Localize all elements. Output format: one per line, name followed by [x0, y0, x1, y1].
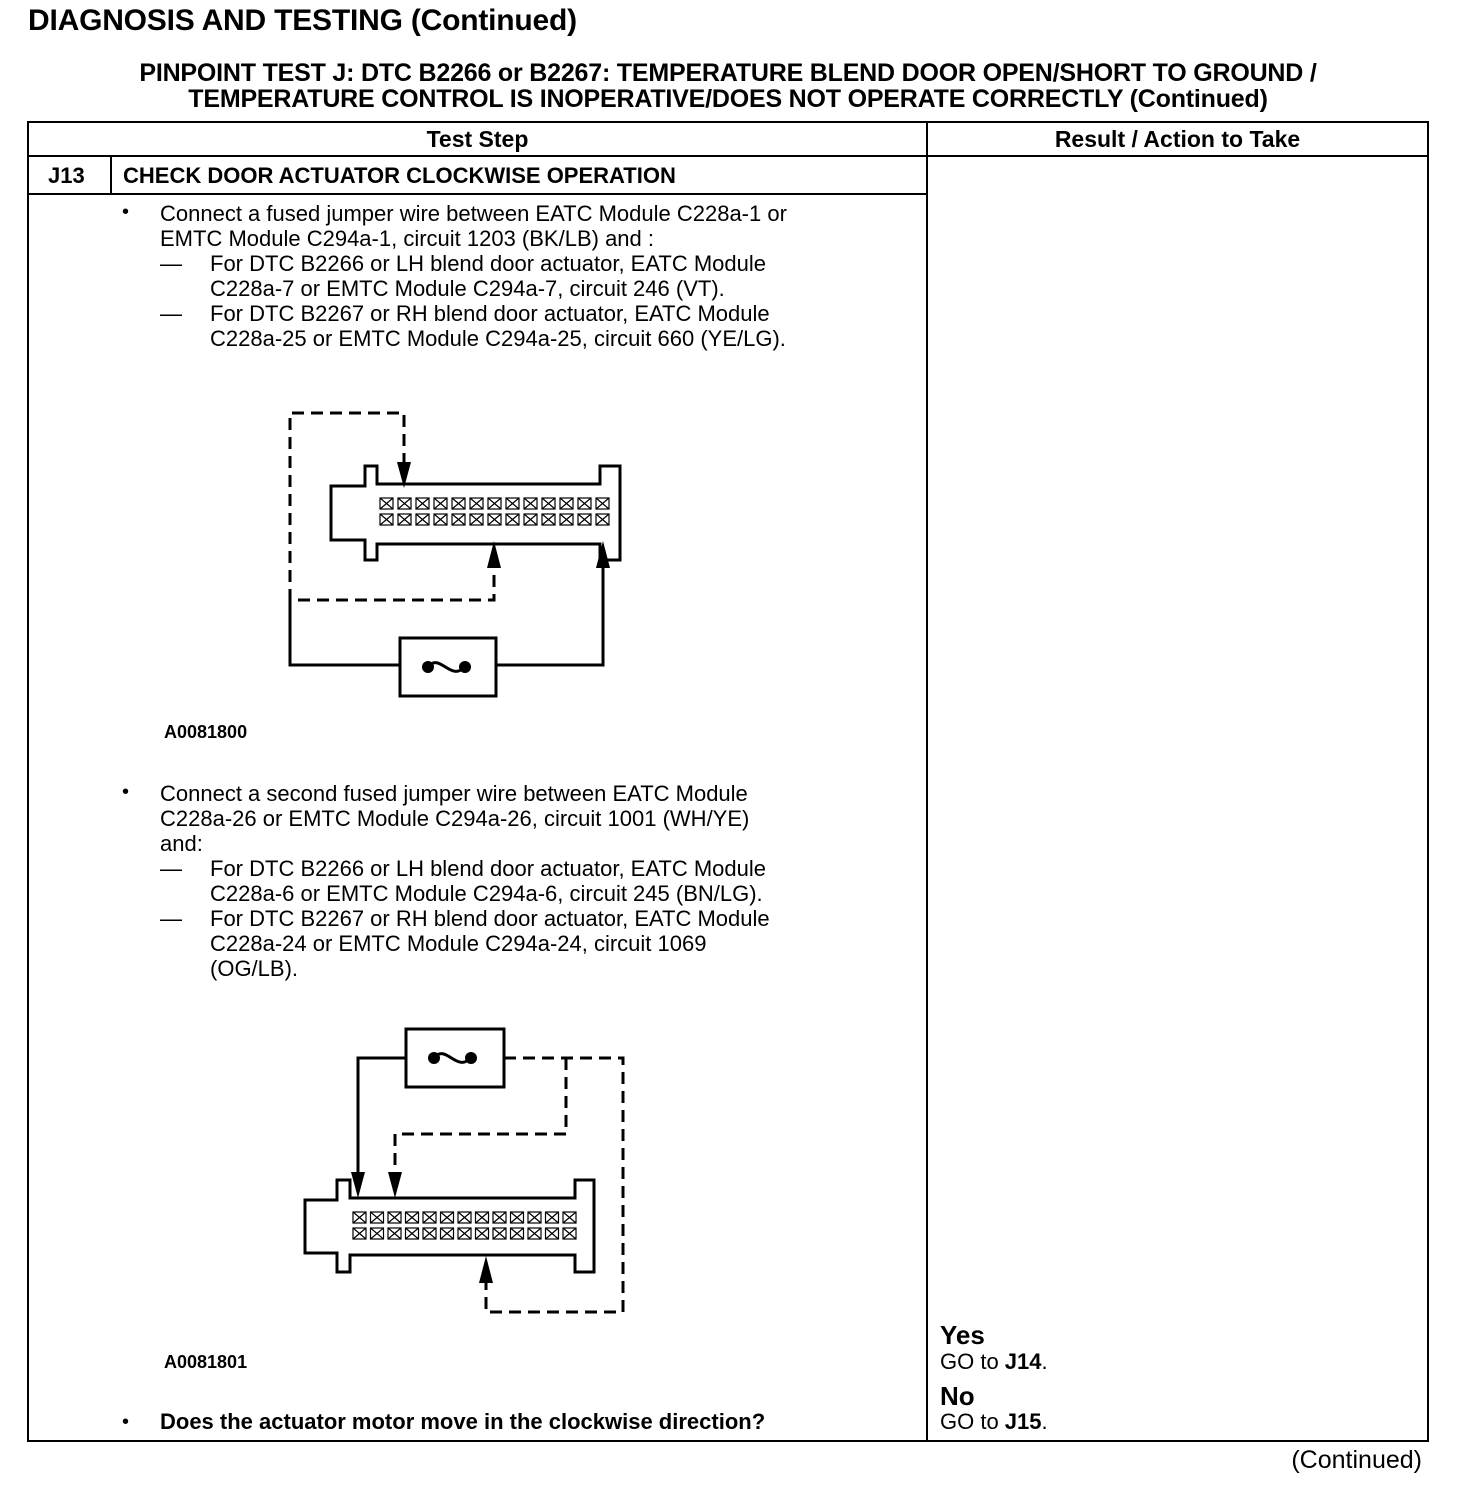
dash-marker: —: [160, 301, 182, 326]
connector-pin-mark: [476, 1212, 489, 1223]
connector-pin-mark: [406, 1212, 419, 1223]
bullet-marker: •: [122, 781, 130, 803]
arrow-head: [479, 1256, 493, 1283]
dashed-jumper-wire: [486, 1058, 623, 1312]
connector-pin-mark: [458, 1228, 471, 1239]
fuse-box: [406, 1029, 504, 1087]
instruction-2b-line-3: (OG/LB).: [210, 956, 299, 981]
arrow-head: [351, 1172, 365, 1198]
connector-pin-mark: [406, 1228, 419, 1239]
instruction-1-line-1: Connect a fused jumper wire between EATC Module C228a-1 or: [160, 201, 787, 226]
connector-pin-mark: [441, 1228, 454, 1239]
connector-pin-mark: [528, 1212, 541, 1223]
instruction-2b-line-1: For DTC B2267 or RH blend door actuator, EATC Module: [210, 906, 770, 931]
column-header-test-step: Test Step: [426, 126, 529, 152]
connector-pin-mark: [546, 1212, 559, 1223]
go-to-prefix: GO to: [940, 1409, 1005, 1434]
instruction-1b-line-2: C228a-25 or EMTC Module C294a-25, circuit 660 (YE/LG).: [210, 326, 786, 351]
dashed-jumper-wire: [395, 1058, 566, 1176]
instruction-2-line-2: C228a-26 or EMTC Module C294a-26, circuit 1001 (WH/YE): [160, 806, 750, 831]
connector-pin-mark: [563, 1228, 576, 1239]
connector-pin-mark: [423, 1228, 436, 1239]
test-question: Does the actuator motor move in the clockwise direction?: [160, 1409, 766, 1434]
bullet-marker: •: [122, 1411, 130, 1433]
go-to-step-link[interactable]: J14: [1004, 1349, 1042, 1374]
instruction-1b-line-1: For DTC B2267 or RH blend door actuator, EATC Module: [210, 301, 770, 326]
punctuation: .: [1041, 1349, 1048, 1374]
continued-note: (Continued): [1291, 1446, 1422, 1474]
arrow-head: [388, 1172, 402, 1198]
result-yes-action: [940, 1349, 1048, 1374]
figure-id-1: A0081800: [164, 722, 248, 742]
connector-pin-mark: [353, 1228, 366, 1239]
instruction-2a-line-1: For DTC B2266 or LH blend door actuator, EATC Module: [210, 856, 766, 881]
instruction-2b-line-2: C228a-24 or EMTC Module C294a-24, circuit 1069: [210, 931, 707, 956]
go-to-step-link[interactable]: J15: [1004, 1409, 1042, 1434]
dash-marker: —: [160, 856, 182, 881]
fused-jumper-wire: [358, 1058, 406, 1176]
figure-id-2: A0081801: [164, 1352, 248, 1372]
instruction-1-line-2: EMTC Module C294a-1, circuit 1203 (BK/LB) and :: [160, 226, 655, 251]
connector-pin-mark: [458, 1212, 471, 1223]
connector-pin-mark: [546, 1228, 559, 1239]
instruction-1a-line-1: For DTC B2266 or LH blend door actuator, EATC Module: [210, 251, 766, 276]
instruction-2a-line-2: C228a-6 or EMTC Module C294a-6, circuit 245 (BN/LG).: [210, 881, 763, 906]
connector-pins: [353, 1212, 576, 1239]
connector-pin-mark: [423, 1212, 436, 1223]
connector-pin-mark: [441, 1212, 454, 1223]
result-yes-label: Yes: [940, 1320, 985, 1350]
connector-pin-mark: [493, 1212, 506, 1223]
connector-pin-mark: [371, 1212, 384, 1223]
step-id: J13: [48, 163, 85, 188]
pinpoint-test-title-line-1: PINPOINT TEST J: DTC B2266 or B2267: TEMPERATURE BLEND DOOR OPEN/SHORT TO GROUND /: [139, 59, 1317, 87]
connector-pin-mark: [528, 1228, 541, 1239]
step-title: CHECK DOOR ACTUATOR CLOCKWISE OPERATION: [123, 163, 676, 188]
punctuation: .: [1041, 1409, 1048, 1434]
connector-pin-mark: [388, 1212, 401, 1223]
connector-pin-mark: [371, 1228, 384, 1239]
bullet-marker: •: [122, 201, 130, 223]
pinpoint-test-title-line-2: TEMPERATURE CONTROL IS INOPERATIVE/DOES NOT OPERATE CORRECTLY (Continued): [188, 85, 1268, 113]
connector-pin-mark: [353, 1212, 366, 1223]
connector-pin-mark: [563, 1212, 576, 1223]
connector-pin-mark: [476, 1228, 489, 1239]
instruction-2-line-3: and:: [160, 831, 203, 856]
column-header-result: Result / Action to Take: [1054, 126, 1301, 152]
connector-pin-mark: [511, 1212, 524, 1223]
instruction-1a-line-2: C228a-7 or EMTC Module C294a-7, circuit 246 (VT).: [210, 276, 725, 301]
result-no-action: [940, 1409, 1048, 1434]
dash-marker: —: [160, 906, 182, 931]
instruction-2-line-1: Connect a second fused jumper wire between EATC Module: [160, 781, 748, 806]
connector-pin-mark: [493, 1228, 506, 1239]
page-title: DIAGNOSIS AND TESTING (Continued): [28, 4, 577, 37]
dash-marker: —: [160, 251, 182, 276]
connector-pin-mark: [388, 1228, 401, 1239]
connector-pin-mark: [511, 1228, 524, 1239]
go-to-prefix: GO to: [940, 1349, 1005, 1374]
result-no-label: No: [940, 1381, 975, 1411]
connector-outline: [305, 1180, 594, 1272]
